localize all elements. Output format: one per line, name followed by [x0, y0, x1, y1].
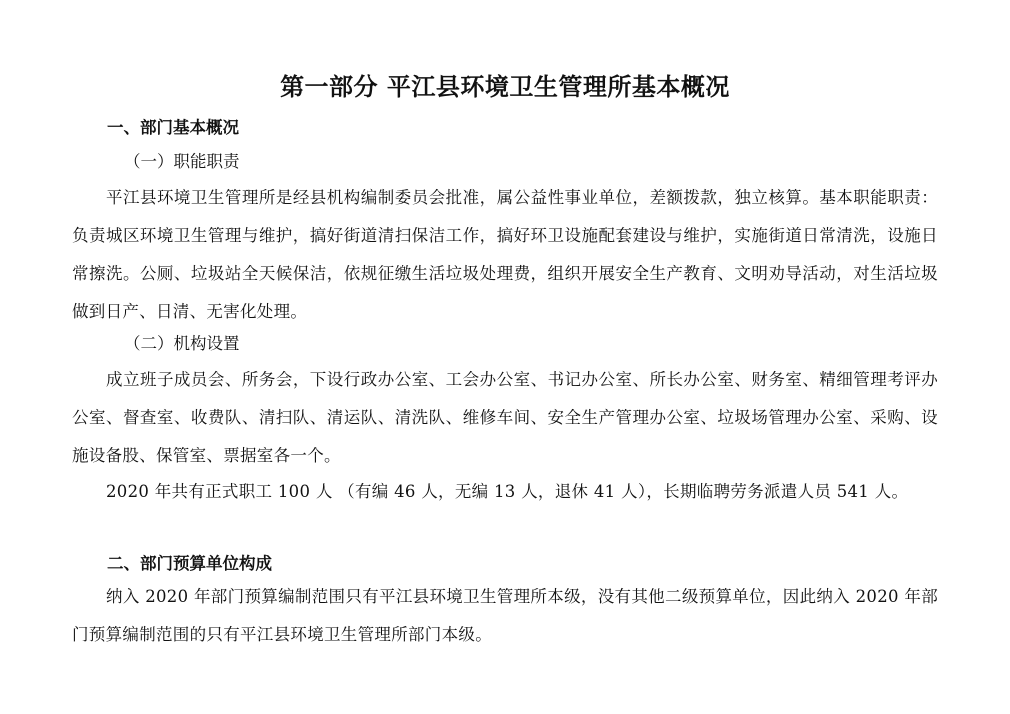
section-heading-budget-units: 二、部门预算单位构成 [107, 554, 272, 573]
paragraph-functions: 平江县环境卫生管理所是经县机构编制委员会批准，属公益性事业单位，差额拨款，独立核算。基本职能职责：负责城区环境卫生管理与维护，搞好街道清扫保洁工作，搞好环卫设施配套建设与维护，实施街道日常清洗，设施日常擦洗。公厕、垃圾站全天候保洁，依规征缴生活垃圾处理费，组织开展安全生产教育、文明劝导活动，对生活垃圾做到日产、日清、无害化处理。 [72, 188, 938, 321]
paragraph-staff: 2020 年共有正式职工 100 人 （有编 46 人，无编 13 人，退休 41 人），长期临聘劳务派遣人员 541 人。 [106, 482, 909, 501]
document-title: 第一部分 平江县环境卫生管理所基本概况 [280, 73, 730, 101]
paragraph-organization: 成立班子成员会、所务会，下设行政办公室、工会办公室、书记办公室、所长办公室、财务室、精细管理考评办公室、督查室、收费队、清扫队、清运队、清洗队、维修车间、安全生产管理办公室、垃圾场管理办公室、采购、设施设备股、保管室、票据室各一个。 [72, 370, 938, 465]
subsection-heading-functions: （一）职能职责 [124, 152, 240, 171]
subsection-heading-organization: （二）机构设置 [124, 334, 240, 353]
paragraph-budget-units: 纳入 2020 年部门预算编制范围只有平江县环境卫生管理所本级，没有其他二级预算单位，因此纳入 2020 年部门预算编制范围的只有平江县环境卫生管理所部门本级。 [72, 587, 938, 644]
section-heading-department-overview: 一、部门基本概况 [107, 118, 239, 137]
